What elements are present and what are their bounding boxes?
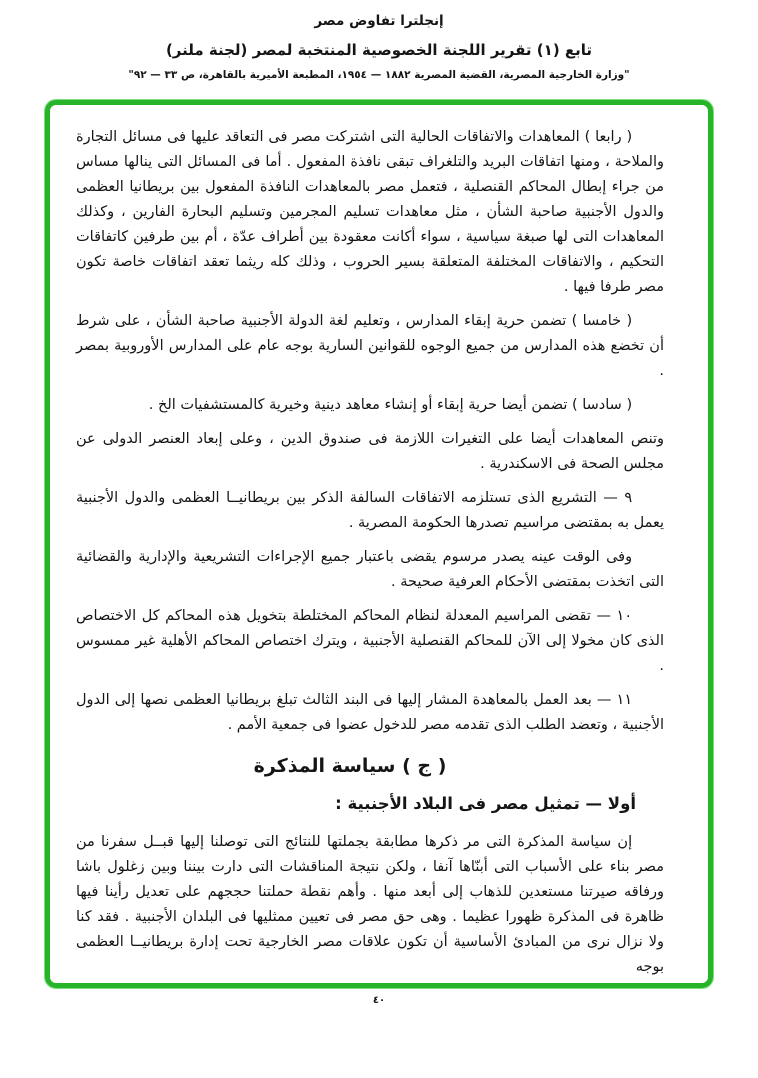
- source-citation: "وزارة الخارجية المصرية، القضية المصرية ١٨٨٢ — ١٩٥٤، المطبعة الأميرية بالقاهرة، ص ٣٣ — ٩٢": [128, 68, 630, 81]
- paragraph-treaties-note: وتنص المعاهدات أيضا على التغيرات اللازمة فى صندوق الدين ، وعلى إبعاد العنصر الدولى عن مجلس الصحة فى الاسكندرية .: [76, 431, 664, 472]
- paragraph-sixthly: ( سادسا ) تضمن أيضا حرية إبقاء أو إنشاء معاهد دينية وخيرية كالمستشفيات الخ .: [148, 397, 633, 413]
- report-title: تابع (١) تقرير اللجنة الخصوصية المنتخبة لمصر (لجنة ملنر): [165, 40, 593, 59]
- section-heading-memorandum-policy: ( ج ) سياسة المذكرة: [253, 755, 447, 777]
- green-border-frame: [45, 100, 713, 988]
- document-title: إنجلترا تفاوض مصر: [314, 13, 444, 29]
- paragraph-item-10: ١٠ — تقضى المراسيم المعدلة لنظام المحاكم المختلطة بتخويل هذه المحاكم كل الاختصاص الذى كان مخولا إلى الآن للمحاكم القنصلية الأجنبية ، ويترك اختصاص المحاكم الأهلية غير ممسوس .: [76, 608, 664, 674]
- subsection-heading-representation: أولا — تمثيل مصر فى البلاد الأجنبية :: [335, 794, 636, 813]
- paragraph-item-11: ١١ — بعد العمل بالمعاهدة المشار إليها فى البند الثالث تبلغ بريطانيا العظمى نصها إلى الدول الأجنبية ، وتعضد الطلب الذى تقدمه مصر للدخول عضوا فى جمعية الأمم .: [76, 692, 664, 733]
- page-header: [0, 0, 758, 81]
- paragraph-item-9: ٩ — التشريع الذى تستلزمه الاتفاقات السالفة الذكر بين بريطانيــا العظمى والدول الأجنبية يعمل به بمقتضى مراسيم تصدرها الحكومة المصرية .: [76, 490, 664, 531]
- paragraph-decree-note: وفى الوقت عينه يصدر مرسوم يقضى باعتبار جميع الإجراءات التشريعية والإدارية والقضائية التى اتخذت بمقتضى الأحكام العرفية صحيحة .: [76, 549, 664, 590]
- document-body: [76, 125, 664, 980]
- page-number: ٤٠: [372, 995, 386, 1006]
- paragraph-fourthly: ( رابعا ) المعاهدات والاتفاقات الحالية التى اشتركت مصر فى التعاقد عليها فى مسائل التجارة والملاحة ، ومنها اتفاقات البريد والتلغراف تبقى نافذة المفعول . أما فى المسائل التى ينالها مساس من جراء إبطال المحاكم القنصلية ، فتعمل مصر بالمعاهدات النافذة المفعول بين بريطانيا العظمى والدول الأجنبية صاحبة الشأن ، مثل معاهدات تسليم المجرمين وتسليم البحارة الفارين ، وكذلك المعاهدات التى لها صبغة سياسية ، سواء أكانت معقودة بين أطراف عدّة ، أم بين طرفين كاتفاقات التحكيم ، والاتفاقات المختلفة المتعلقة بسير الحروب ، وذلك كله ريثما تعقد اتفاقات خاصة تكون مصر طرفا فيها .: [76, 129, 664, 295]
- paragraph-closing: إن سياسة المذكرة التى مر ذكرها مطابقة بجملتها للنتائج التى توصلنا إليها قبــل سفرنا من مصر بناء على الأسباب التى أبنّاها آنفا ، ولكن نتيجة المناقشات التى دارت بيننا وبين زغلول باشا ورفاقه صيرتنا مستعدين للذهاب إلى أبعد منها . وأهم نقطة حملتنا حججهم على تعديل رأينا فيها ظاهرة فى المذكرة ظهورا عظيما . وهى حق مصر فى تعيين ممثليها فى البلدان الأجنبية . فقد كنا ولا نزال نرى من المبادئ الأساسية أن تكون علاقات مصر الخارجية تحت إدارة بريطانيــا العظمى بوجه: [76, 834, 664, 975]
- paragraph-fifthly: ( خامسا ) تضمن حرية إبقاء المدارس ، وتعليم لغة الدولة الأجنبية صاحبة الشأن ، على شرط أن تخضع هذه المدارس من جميع الوجوه للقوانين السارية بوجه عام على المدارس الأوروبية بمصر .: [76, 313, 664, 379]
